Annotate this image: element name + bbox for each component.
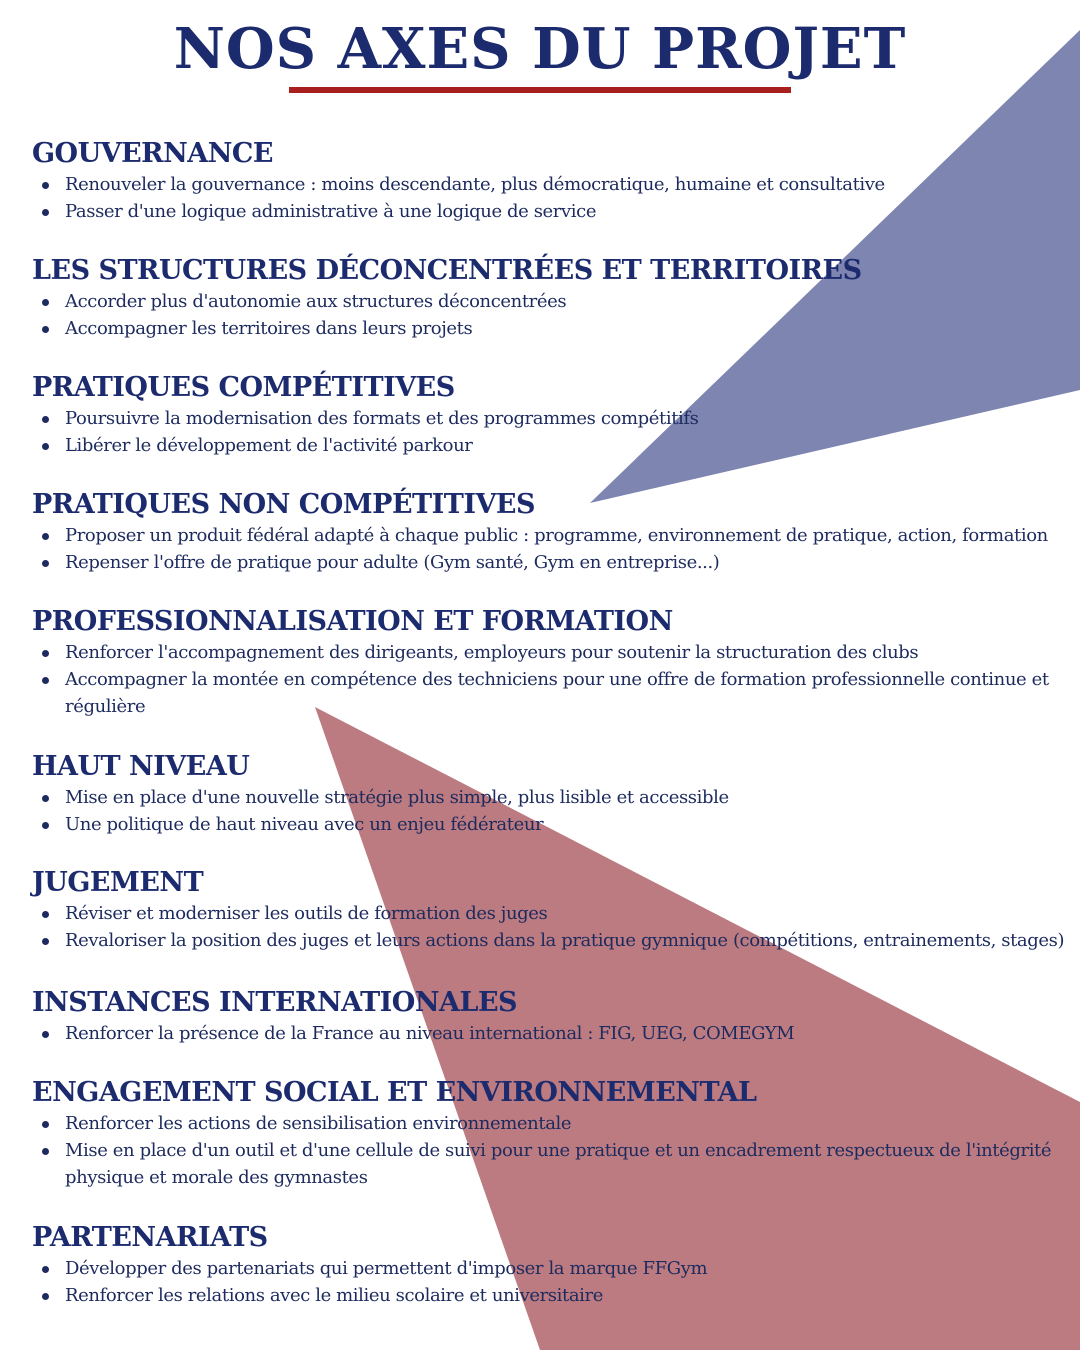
- list-item: Libérer le développement de l'activité parkour: [32, 432, 1077, 459]
- title-underline: [289, 87, 791, 93]
- list-item: Renforcer les relations avec le milieu scolaire et universitaire: [32, 1282, 1077, 1309]
- section-jugement: [32, 866, 1077, 954]
- list-item: Passer d'une logique administrative à une logique de service: [32, 198, 1077, 225]
- list-item: Revaloriser la position des juges et leurs actions dans la pratique gymnique (compétitions, entrainements, stages): [32, 927, 1077, 954]
- section-gouvernance: [32, 137, 1077, 225]
- list-item: Mise en place d'une nouvelle stratégie plus simple, plus lisible et accessible: [32, 784, 1077, 811]
- section-partenariats: [32, 1221, 1077, 1309]
- section-heading: PARTENARIATS: [32, 1222, 268, 1253]
- bullet-list: [32, 900, 1077, 954]
- section-heading: GOUVERNANCE: [32, 138, 273, 169]
- list-item: Renforcer les actions de sensibilisation environnementale: [32, 1110, 1077, 1137]
- list-item: Renouveler la gouvernance : moins descendante, plus démocratique, humaine et consultative: [32, 171, 1077, 198]
- bullet-list: [32, 639, 1077, 720]
- bullet-list: [32, 288, 1077, 342]
- section-heading: INSTANCES INTERNATIONALES: [32, 987, 518, 1018]
- list-item: Accompagner les territoires dans leurs projets: [32, 315, 1077, 342]
- section-instances-internationales: [32, 986, 1077, 1047]
- section-heading: JUGEMENT: [32, 867, 204, 898]
- list-item: Poursuivre la modernisation des formats et des programmes compétitifs: [32, 405, 1077, 432]
- list-item: Renforcer l'accompagnement des dirigeants, employeurs pour soutenir la structuration des clubs: [32, 639, 1077, 666]
- section-structures-territoires: [32, 254, 1077, 342]
- bullet-list: [32, 405, 1077, 459]
- section-heading: PRATIQUES COMPÉTITIVES: [32, 372, 455, 403]
- section-heading: HAUT NIVEAU: [32, 751, 250, 782]
- section-heading: PRATIQUES NON COMPÉTITIVES: [32, 489, 536, 520]
- page-title: NOS AXES DU PROJET: [173, 16, 907, 82]
- section-heading: LES STRUCTURES DÉCONCENTRÉES ET TERRITOIRES: [32, 255, 862, 286]
- list-item: Accorder plus d'autonomie aux structures déconcentrées: [32, 288, 1077, 315]
- list-item: Une politique de haut niveau avec un enjeu fédérateur: [32, 811, 1077, 838]
- list-item: Proposer un produit fédéral adapté à chaque public : programme, environnement de pratique, action, formation: [32, 522, 1077, 549]
- list-item: Repenser l'offre de pratique pour adulte (Gym santé, Gym en entreprise...): [32, 549, 1077, 576]
- bullet-list: [32, 171, 1077, 225]
- section-heading: PROFESSIONNALISATION ET FORMATION: [32, 606, 673, 637]
- list-item: Renforcer la présence de la France au niveau international : FIG, UEG, COMEGYM: [32, 1020, 1077, 1047]
- list-item: Réviser et moderniser les outils de formation des juges: [32, 900, 1077, 927]
- section-pratiques-non-competitives: [32, 488, 1077, 576]
- bullet-list: [32, 1255, 1077, 1309]
- section-engagement-social-environnemental: [32, 1076, 1077, 1191]
- section-pratiques-competitives: [32, 371, 1077, 459]
- section-heading: ENGAGEMENT SOCIAL ET ENVIRONNEMENTAL: [32, 1077, 757, 1108]
- section-haut-niveau: [32, 750, 1077, 838]
- bullet-list: [32, 1110, 1077, 1191]
- bullet-list: [32, 522, 1077, 576]
- list-item: Mise en place d'un outil et d'une cellule de suivi pour une pratique et un encadrement respectueux de l'intégrité physique et morale des gymnastes: [32, 1137, 1077, 1191]
- list-item: Développer des partenariats qui permettent d'imposer la marque FFGym: [32, 1255, 1077, 1282]
- bullet-list: [32, 784, 1077, 838]
- section-professionnalisation-formation: [32, 605, 1077, 720]
- bullet-list: [32, 1020, 1077, 1047]
- list-item: Accompagner la montée en compétence des techniciens pour une offre de formation professionnelle continue et régulière: [32, 666, 1077, 720]
